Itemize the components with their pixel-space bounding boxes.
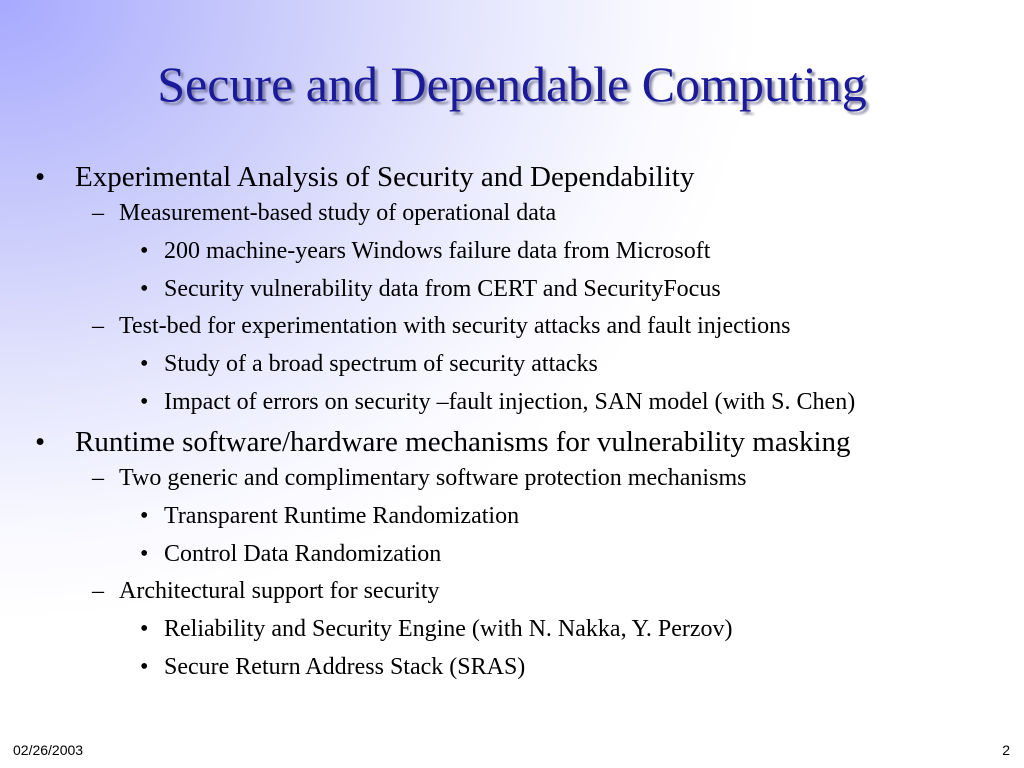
bullet-text: Study of a broad spectrum of security attacks	[164, 351, 598, 377]
footer-date: 02/26/2003	[13, 742, 84, 758]
dash-marker: –	[92, 578, 104, 604]
bullet-level-3	[0, 270, 1024, 308]
bullet-level-3	[0, 648, 1024, 686]
bullet-marker: •	[140, 616, 149, 642]
slide-title: Secure and Dependable Computing	[157, 56, 867, 112]
bullet-text: Two generic and complimentary software protection mechanisms	[119, 465, 747, 491]
dash-marker: –	[92, 465, 104, 491]
bullet-marker: •	[35, 161, 46, 193]
bullet-marker: •	[140, 351, 149, 377]
bullet-marker: •	[140, 541, 149, 567]
bullet-level-1	[0, 159, 1024, 195]
bullet-text: Security vulnerability data from CERT and SecurityFocus	[164, 276, 721, 302]
bullet-text: Test-bed for experimentation with security attacks and fault injections	[119, 313, 791, 339]
bullet-marker: •	[140, 276, 149, 302]
bullet-level-3	[0, 232, 1024, 270]
bullet-marker: •	[140, 389, 149, 415]
page-number: 2	[1002, 742, 1010, 758]
bullet-list	[0, 156, 1024, 686]
bullet-text: Control Data Randomization	[164, 541, 442, 567]
bullet-level-3	[0, 610, 1024, 648]
bullet-level-2	[0, 195, 1024, 232]
bullet-level-3	[0, 345, 1024, 383]
bullet-level-3	[0, 383, 1024, 421]
bullet-marker: •	[140, 654, 149, 680]
bullet-text: Secure Return Address Stack (SRAS)	[164, 654, 526, 680]
dash-marker: –	[92, 200, 104, 226]
bullet-marker: •	[140, 503, 149, 529]
bullet-text: Reliability and Security Engine (with N. Nakka, Y. Perzov)	[164, 616, 733, 642]
bullet-text: Architectural support for security	[119, 578, 440, 604]
bullet-level-2	[0, 573, 1024, 610]
bullet-marker: •	[140, 238, 149, 264]
bullet-level-3	[0, 535, 1024, 573]
bullet-level-1	[0, 424, 1024, 460]
bullet-text: 200 machine-years Windows failure data from Microsoft	[164, 238, 711, 264]
bullet-text: Transparent Runtime Randomization	[164, 503, 520, 529]
bullet-level-3	[0, 497, 1024, 535]
dash-marker: –	[92, 313, 104, 339]
bullet-marker: •	[35, 426, 46, 458]
bullet-text: Impact of errors on security –fault injection, SAN model (with S. Chen)	[164, 389, 856, 415]
bullet-text: Experimental Analysis of Security and Dependability	[75, 161, 695, 193]
bullet-level-2	[0, 460, 1024, 497]
bullet-text: Runtime software/hardware mechanisms for vulnerability masking	[75, 426, 851, 458]
bullet-text: Measurement-based study of operational data	[119, 200, 557, 226]
bullet-level-2	[0, 308, 1024, 345]
